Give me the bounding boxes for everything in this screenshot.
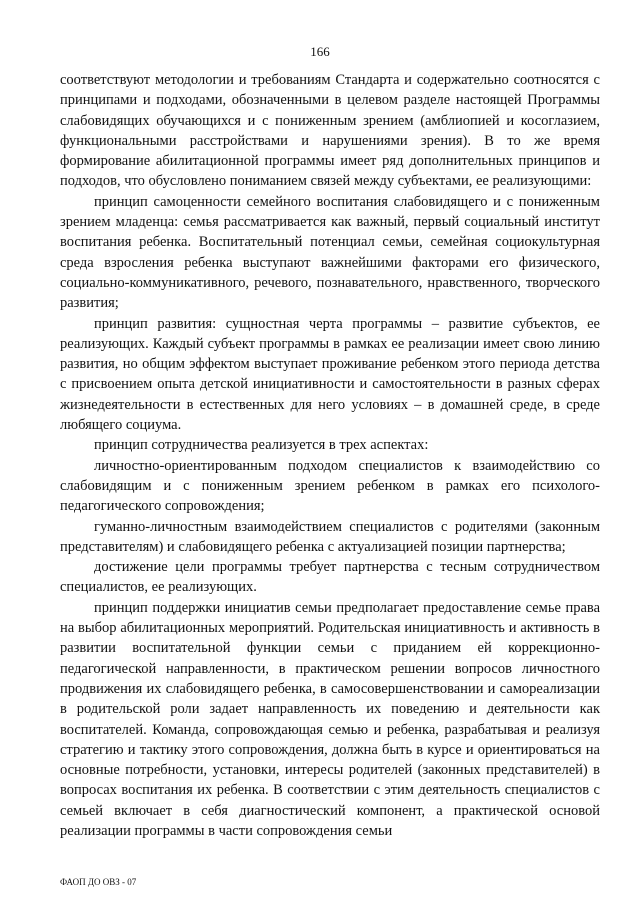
paragraph-cooperation-aspect-2: гуманно-личностным взаимодействием специалистов с родителями (законным представителям) и слабовидящего ребенка с актуализацией позиции партнерства; bbox=[60, 518, 600, 555]
paragraph-principle-cooperation: принцип сотрудничества реализуется в трех аспектах: bbox=[94, 437, 429, 454]
paragraph-principle-family-value: принцип самоценности семейного воспитания слабовидящего и с пониженным зрением младенца: семья рассматривается как важный, первый социальный институт воспитания ребенка. Воспитательный потенциал семьи, семейная социокультурная среда взросления ребенка выступают важнейшими факторами его физического, социально-коммуникативного, речевого, познавательного, нравственного, творческого развития; bbox=[60, 193, 600, 312]
paragraph-cooperation-aspect-1: личностно-ориентированным подходом специалистов к взаимодействию со слабовидящим и с пониженным зрением ребенком в рамках его психолого-педагогического сопровождения; bbox=[60, 457, 600, 515]
page-footer: ФАОП ДО ОВЗ - 07 bbox=[60, 877, 137, 887]
page-number: 166 bbox=[310, 44, 330, 59]
paragraph-principle-development: принцип развития: сущностная черта программы – развитие субъектов, ее реализующих. Каждый субъект программы в рамках ее реализации имеет свою линию развития, но общим эффектом выступает проживание ребенком этого периода детства с присвоением опыта детской инициативности и самостоятельности в разных сферах жизнедеятельности в естественных для него условиях – в домашней среде, в среде любящего социума. bbox=[60, 315, 600, 434]
paragraph-principle-family-initiative: принцип поддержки инициатив семьи предполагает предоставление семье права на выбор абилитационных мероприятий. Родительская инициативность и активность в развитии воспитательной функции семьи с приданием ей коррекционно-педагогической направленности, в практическом решении вопросов личностного продвижения их слабовидящего ребенка, в самосовершенствовании и самореализации в родительской роли задает направленность их поведению и деятельности как воспитателей. Команда, сопровождающая семью и ребенка, разрабатывая и реализуя стратегию и тактику этого сопровождения, должна быть в курсе и ориентироваться на основные потребности, установки, интересы родителей (законных представителей) в вопросах воспитания их ребенка. В соответствии с этим деятельность специалистов с семьей включает в себя диагностический компонент, а практической основой реализации программы в части сопровождения семьи bbox=[60, 599, 600, 839]
paragraph-intro: соответствуют методологии и требованиям Стандарта и содержательно соотносятся с принципами и подходами, обозначенными в целевом разделе настоящей Программы слабовидящих обучающихся и с пониженным зрением (амблиопией и косоглазием, функциональными расстройствами и нарушениями зрения). В то же время формирование абилитационной программы имеет ряд дополнительных принципов и подходов, что обусловлено пониманием связей между субъектами, ее реализующими: bbox=[60, 72, 600, 190]
paragraph-cooperation-aspect-3: достижение цели программы требует партнерства с тесным сотрудничеством специалистов, ее реализующих. bbox=[60, 559, 600, 596]
page-body bbox=[60, 70, 600, 841]
